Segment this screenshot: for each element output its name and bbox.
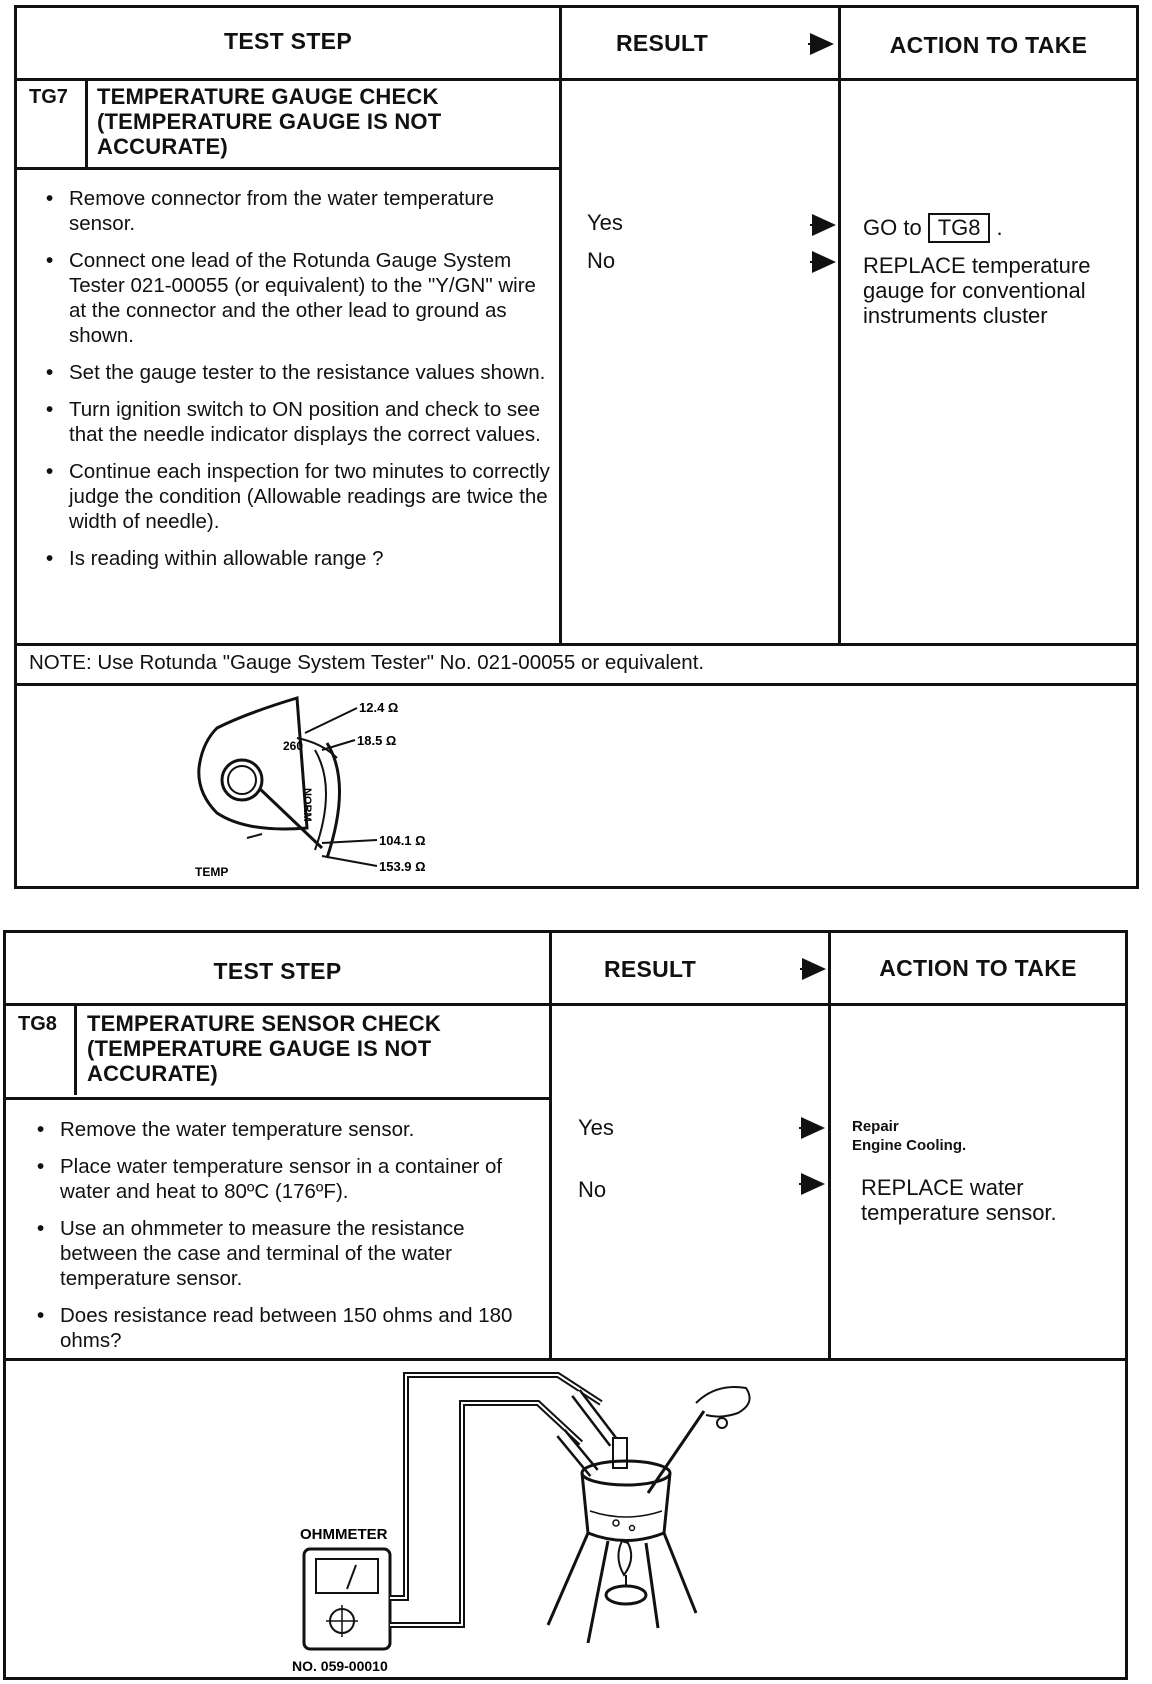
burner xyxy=(606,1586,646,1604)
divider xyxy=(549,933,552,1361)
step-code: TG8 xyxy=(18,1013,57,1035)
divider xyxy=(559,8,562,646)
divider xyxy=(17,167,562,170)
sensor-test-diagram xyxy=(276,1363,836,1677)
leader-line xyxy=(322,856,377,866)
divider xyxy=(17,683,1136,686)
action-line: gauge for conventional xyxy=(863,278,1086,303)
step-item: • Continue each inspection for two minutes to correctly judge the condition (Allowable readings are twice the width of needle). xyxy=(42,459,554,534)
test-lead xyxy=(390,1375,601,1598)
gauge-diagram xyxy=(187,688,517,888)
header-result: RESULT xyxy=(603,956,697,982)
tg8-chart xyxy=(3,930,1128,1680)
step-item: • Does resistance read between 150 ohms and 180 ohms? xyxy=(33,1303,543,1353)
result-no: No xyxy=(587,248,616,273)
tg8-reference[interactable]: TG8 xyxy=(928,213,991,243)
flame-icon xyxy=(618,1541,631,1575)
action-text: GO to xyxy=(863,215,922,240)
header-arrow-icon xyxy=(802,958,826,980)
divider xyxy=(6,1097,552,1100)
header-arrow-icon xyxy=(810,33,834,55)
action-line: Engine Cooling. xyxy=(852,1137,967,1154)
divider xyxy=(828,933,831,1361)
divider xyxy=(17,643,1136,646)
divider xyxy=(74,1003,77,1095)
action-line: instruments cluster xyxy=(863,303,1048,328)
stand-leg xyxy=(664,1533,696,1613)
action-text: . xyxy=(996,215,1003,240)
stand-leg xyxy=(548,1533,588,1625)
step-title xyxy=(87,1011,441,1086)
leader-line xyxy=(305,708,357,733)
resistance-label: 12.4 Ω xyxy=(359,700,399,715)
title-line: TEMPERATURE SENSOR CHECK xyxy=(87,1011,441,1036)
gauge-scale-inner xyxy=(315,750,326,850)
header-result: RESULT xyxy=(615,30,709,56)
divider xyxy=(85,78,88,170)
action-line: Repair xyxy=(852,1118,899,1135)
gauge-scale-outer xyxy=(327,743,340,858)
title-line: (TEMPERATURE GAUGE IS NOT xyxy=(87,1036,432,1061)
divider xyxy=(17,78,1136,81)
ohmmeter-label: OHMMETER xyxy=(300,1526,388,1543)
stand-leg xyxy=(646,1543,658,1628)
stand-leg xyxy=(588,1541,608,1643)
divider xyxy=(838,8,841,646)
divider xyxy=(6,1003,1125,1006)
step-item: • Is reading within allowable range ? xyxy=(42,546,554,571)
label-temp: TEMP xyxy=(195,865,229,879)
resistance-label: 18.5 Ω xyxy=(357,733,397,748)
action-line: temperature sensor. xyxy=(861,1200,1057,1225)
step-list xyxy=(42,186,554,583)
action-no xyxy=(861,1175,1057,1225)
action-yes xyxy=(863,213,1003,243)
thermometer xyxy=(648,1411,704,1493)
result-arrow-icon xyxy=(801,1173,825,1195)
step-item: • Remove connector from the water temperature sensor. xyxy=(42,186,554,236)
result-no: No xyxy=(578,1177,607,1202)
header-action-to-take: ACTION TO TAKE xyxy=(889,32,1088,58)
title-line: ACCURATE) xyxy=(97,134,228,159)
leader-line xyxy=(322,840,377,843)
title-line: (TEMPERATURE GAUGE IS NOT xyxy=(97,109,442,134)
action-yes xyxy=(852,1117,966,1155)
step-item: • Connect one lead of the Rotunda Gauge System Tester 021-00055 (or equivalent) to the "Y/GN" wire at the connector and the other lead to ground as shown. xyxy=(42,248,554,348)
result-arrow-icon xyxy=(801,1117,825,1139)
label-260: 260 xyxy=(283,739,304,753)
header-test-step: TEST STEP xyxy=(213,958,342,984)
title-line: TEMPERATURE GAUGE CHECK xyxy=(97,84,439,109)
result-yes: Yes xyxy=(587,210,623,235)
step-item: • Set the gauge tester to the resistance values shown. xyxy=(42,360,554,385)
step-item: • Use an ohmmeter to measure the resistance between the case and terminal of the water temperature sensor. xyxy=(33,1216,543,1291)
header-test-step: TEST STEP xyxy=(224,28,352,54)
header-action-to-take: ACTION TO TAKE xyxy=(879,955,1077,981)
result-arrow-icon xyxy=(812,214,836,236)
resistance-label: 153.9 Ω xyxy=(379,859,426,874)
note: NOTE: Use Rotunda "Gauge System Tester" No. 021-00055 or equivalent. xyxy=(29,651,705,674)
tool-number: NO. 059-00010 xyxy=(292,1658,388,1674)
step-code: TG7 xyxy=(29,86,68,108)
step-item: • Place water temperature sensor in a container of water and heat to 80ºC (176ºF). xyxy=(33,1154,543,1204)
result-yes: Yes xyxy=(578,1115,614,1140)
water-container xyxy=(582,1473,670,1541)
step-title xyxy=(97,84,441,159)
label-norm: NORM xyxy=(301,788,313,822)
step-item: • Turn ignition switch to ON position and check to see that the needle indicator displays the correct values. xyxy=(42,397,554,447)
tg7-chart xyxy=(14,5,1139,889)
resistance-label: 104.1 Ω xyxy=(379,833,426,848)
action-no xyxy=(863,253,1090,328)
title-line: ACCURATE) xyxy=(87,1061,218,1086)
step-item: • Remove the water temperature sensor. xyxy=(33,1117,543,1142)
action-line: REPLACE temperature xyxy=(863,253,1091,278)
action-line: REPLACE water xyxy=(861,1175,1024,1200)
temperature-sensor xyxy=(613,1438,627,1468)
test-lead xyxy=(390,1403,581,1625)
result-arrow-icon xyxy=(812,251,836,273)
step-list xyxy=(33,1117,543,1365)
